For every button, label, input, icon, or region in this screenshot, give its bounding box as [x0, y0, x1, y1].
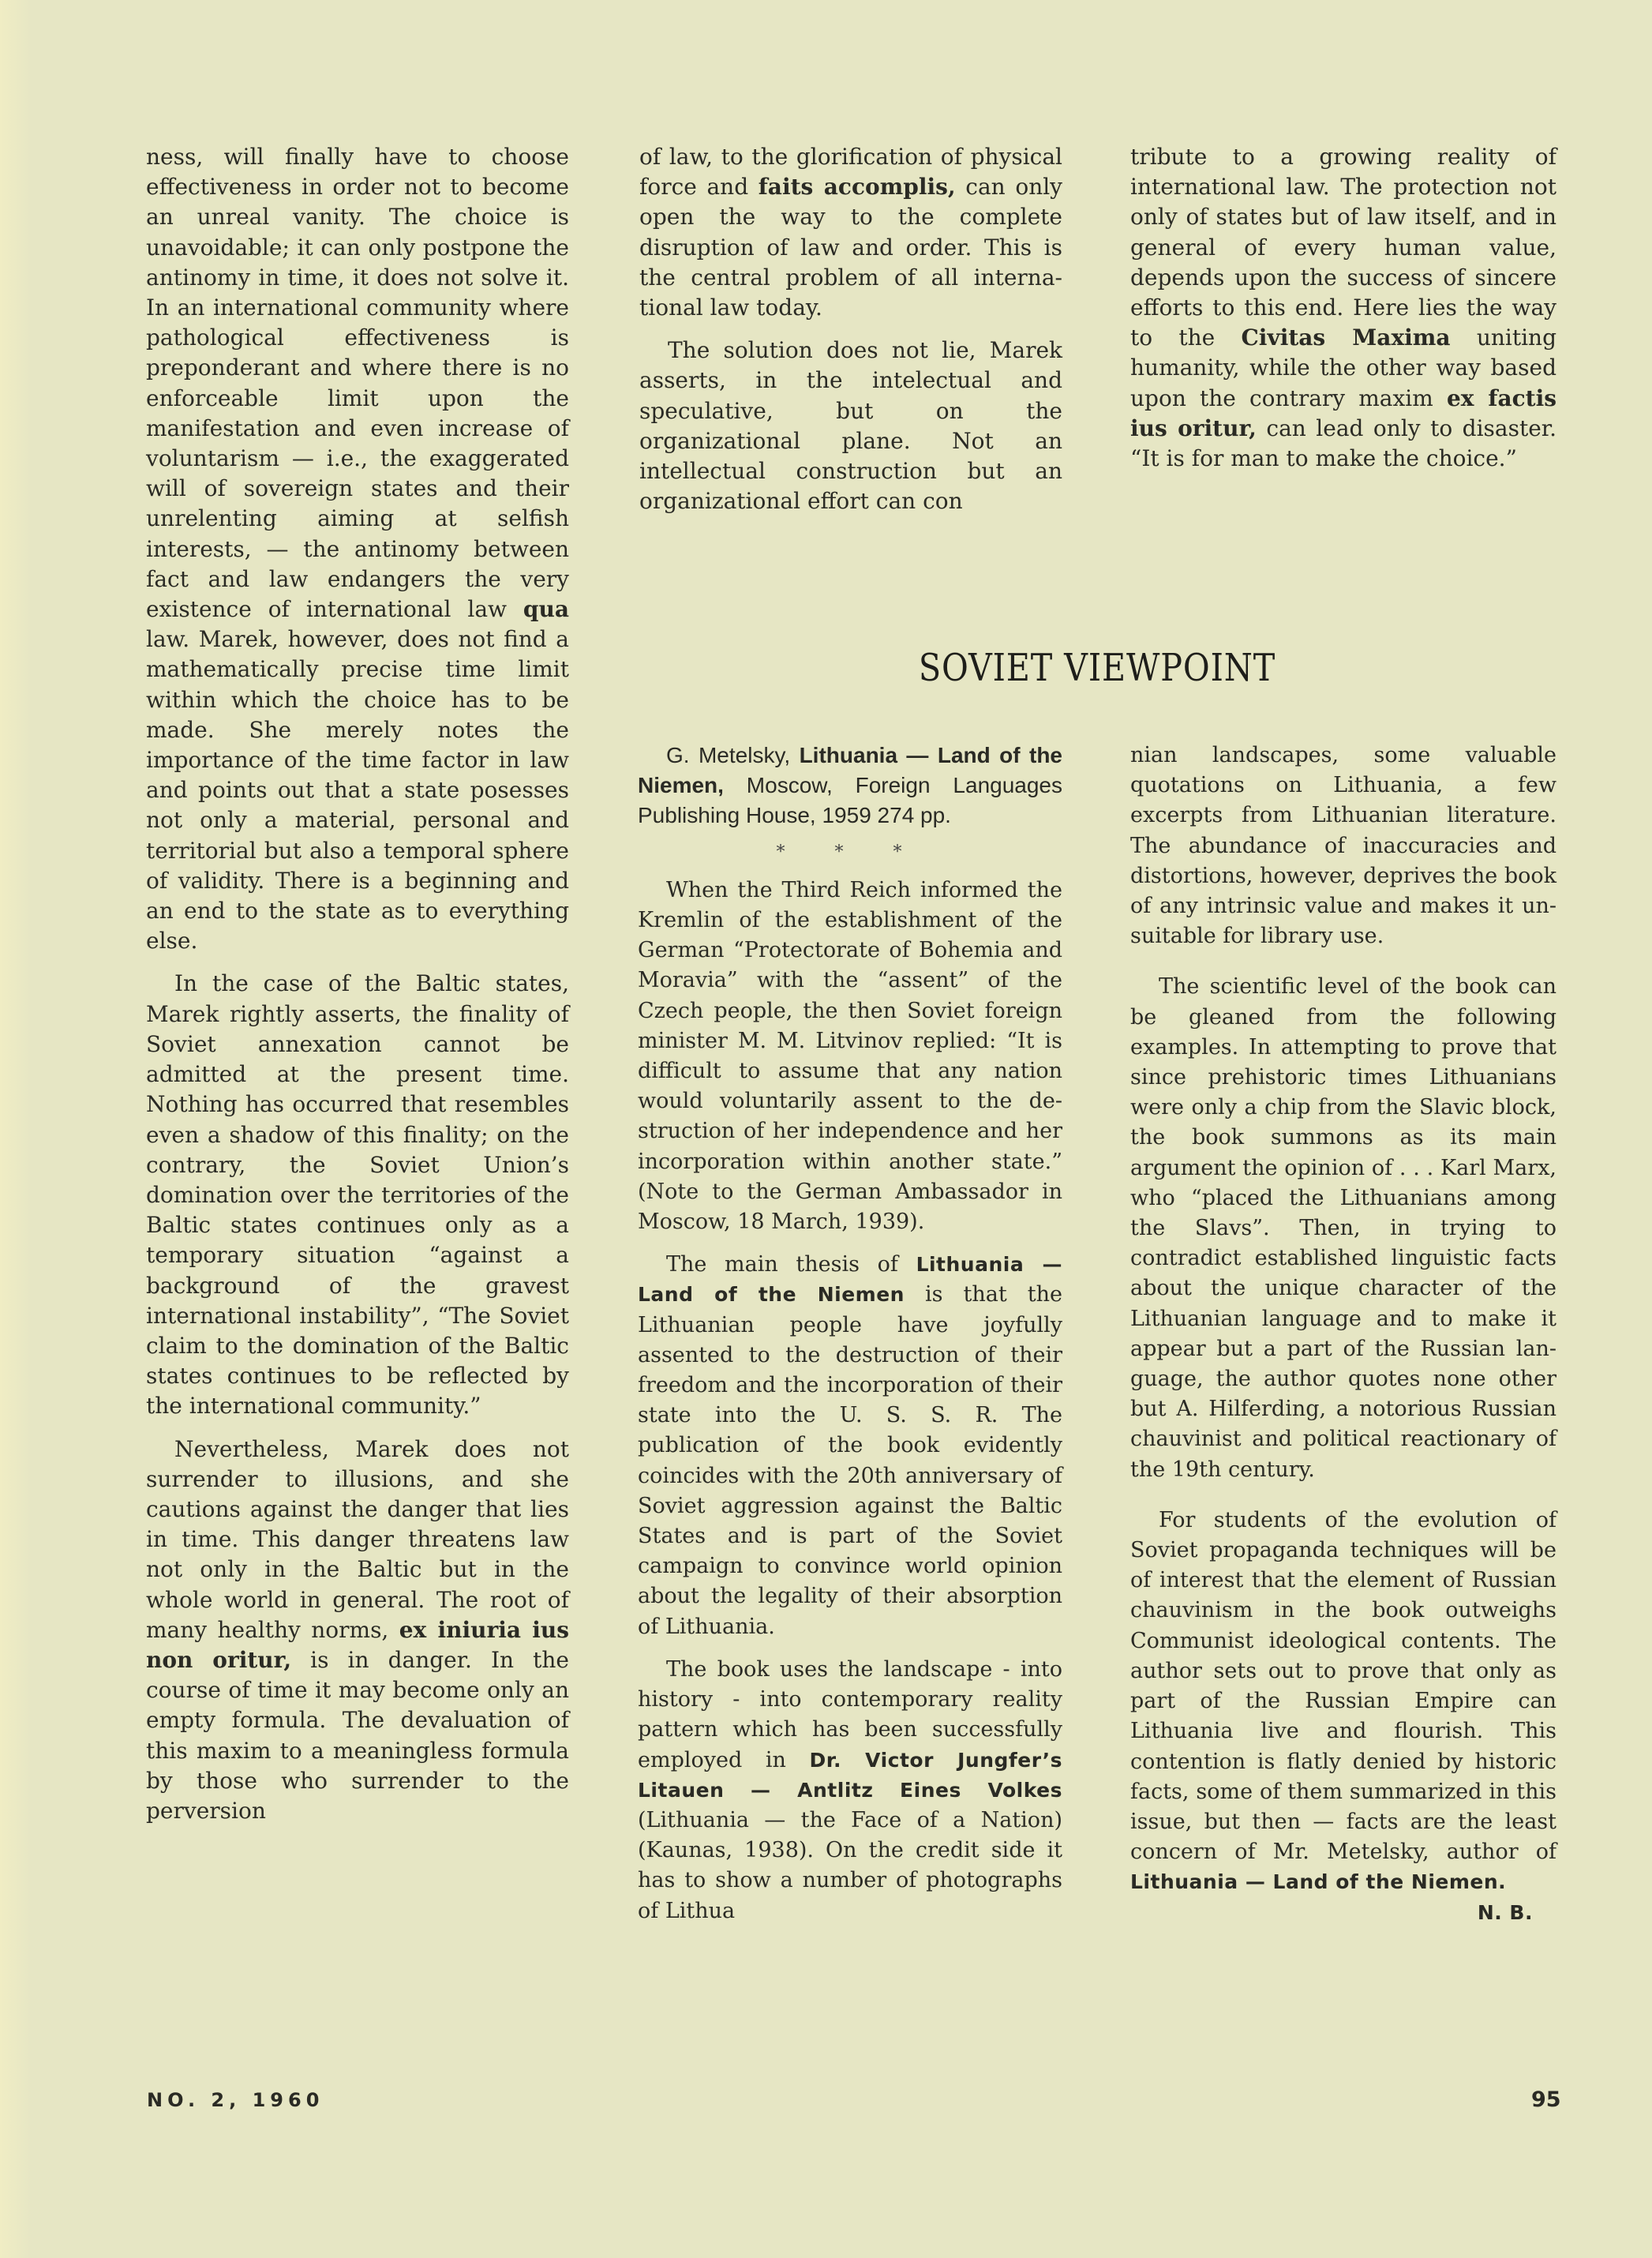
emphasis-term: faits accomplis,	[758, 174, 956, 201]
book-citation: G. Metelsky, Lithuania — Land of the Niemen, Moscow, Foreign Languages Publishing House, 1959 274 pp.	[638, 743, 1062, 828]
book-title: Lithuania — Land of the Niemen,	[638, 743, 1062, 798]
page-number: 95	[1531, 2087, 1561, 2112]
book-title: Lithuania — Land of the Niemen	[638, 1253, 1062, 1307]
article-column-2	[639, 142, 1062, 529]
paragraph: tribute to a growing reality of international law. The protection not only of states but of law itself, and in general of every human value, depends upon the success of sincere efforts to this end. Here lies the way to the Civitas Maxima uniting humanity, while the other way based upon the contrary maxim ex factis ius oritur, can lead only to disaster. “It is for man to make the choice.”	[1130, 144, 1557, 472]
paragraph: of law, to the glorification of physical force and faits accomplis, can only open the way to the complete disruption of law and order. This is the central problem of all international law today.	[639, 144, 1062, 321]
paragraph: In the case of the Baltic states, Marek rightly asserts, the finality of Soviet annexation cannot be admitted at the present time. Nothing has occurred that resembles even a shadow of this finality; on the contrary, the Soviet Union’s domination over the territories of the Baltic states continues only as a temporary situation “against a background of the gravest international instability”, “The Soviet claim to the domination of the Baltic states continues to be reflected by the international community.”	[146, 970, 569, 1420]
issue-label: NO. 2, 1960	[147, 2089, 324, 2111]
emphasis-term: ex factis ius oritur,	[1130, 384, 1557, 441]
paragraph: When the Third Reich informed the Kremlin of the establishment of the German “Protectorate of Bohemia and Moravia” with the “assent” of the Czech people, the then Soviet foreign minister M. M. Litvinov replied: “It is difficult to assume that any nation would voluntarily assent to the destruction of her independence and her incorporation within another state.” (Note to the German Ambassador in Moscow, 18 March, 1939).	[638, 877, 1062, 1235]
reviewer-initials: N. B.	[1477, 1900, 1533, 1924]
review-column-2	[1130, 741, 1556, 1928]
review-column-1	[638, 741, 1062, 1939]
article-column-1	[146, 142, 569, 1839]
emphasis-term: Civitas Maxima	[1241, 324, 1451, 351]
paragraph: nian landscapes, some valuable quotations on Lithuania, a few excerpts from Lithuanian literature. The abundance of inaccuracies and distortions, however, deprives the book of any intrinsic value and makes it unsuitable for library use.	[1130, 743, 1556, 949]
book-title: Lithuania — Land of the Niemen.	[1130, 1870, 1507, 1894]
emphasis-term: qua	[523, 596, 569, 623]
emphasis-term: ex iniuria ius non oritur,	[146, 1616, 570, 1673]
paragraph: For students of the evolution of Soviet propaganda techniques will be of interest that the element of Russian chauvinism in the book outweighs Communist ideological contents. The author sets out to prove that only as part of the Russian Empire can Lithuania live and flourish. This contention is flatly denied by historic facts, some of them summarized in this issue, but then — facts are the least concern of Mr. Metelsky, author of Lithuania — Land of the Niemen.	[1130, 1507, 1556, 1894]
paragraph: The main thesis of Lithuania — Land of the Niemen is that the Lithuanian people have joyfully assented to the destruction of their freedom and the incorporation of their state into the U. S. S. R. The publication of the book evidently coincides with the 20th anniversary of Soviet aggression against the Baltic States and is part of the Soviet campaign to convince world opinion about the legality of their absorption of Lithuania.	[638, 1252, 1062, 1639]
book-title: Dr. Victor Jungfer’s Litauen — Antlitz Eines Volkes	[638, 1748, 1062, 1802]
paragraph: ness, will finally have to choose effectiveness in order not to become an unreal vanity. The choice is unavoidable; it can only postpone the antinomy in time, it does not solve it. In an international community where pathological effectiveness is preponderant and where there is no enforceable limit upon the manifestation and even increase of voluntarism — i.e., the exaggerated will of sovereign states and their unrelenting aiming at selfish interests, — the antinomy between fact and law endangers the very existence of international law qua law. Marek, however, does not find a mathematically precise time limit within which the choice has to be made. She merely notes the importance of the time factor in law and points out that a state posesses not only a material, personal and territorial but also a temporal sphere of validity. There is a beginning and an end to the state as to everything else.	[146, 144, 569, 955]
section-heading: SOVIET VIEWPOINT	[918, 646, 1276, 690]
paragraph: Nevertheless, Marek does not surrender to illusions, and she cautions against the danger that lies in time. This danger threatens law not only in the Baltic but in the whole world in general. The root of many healthy norms, ex iniuria ius non oritur, is in danger. In the course of time it may become only an empty formula. The devaluation of this maxim to a meaningless formula by those who surrender to the perversion	[146, 1435, 570, 1824]
page-edge	[0, 0, 32, 2258]
article-column-3	[1130, 142, 1556, 486]
paragraph: The scientific level of the book can be gleaned from the following examples. In attempting to prove that since prehistoric times Lithuanians were only a chip from the Slavic block, the book summons as its main argument the opinion of . . . Karl Marx, who “placed the Lithuanians among the Slavs”. Then, in trying to contradict established linguistic facts about the unique character of the Lithuanian language and to make it appear but a part of the Russian language, the author quotes none other but A. Hilferding, a notorious Russian chauvinist and political reactionary of the 19th century.	[1130, 974, 1556, 1482]
section-separator: * * *	[776, 842, 924, 862]
paragraph: The solution does not lie, Marek asserts, in the intelectual and speculative, but on the organizational plane. Not an intellectual construction but an organizational effort can con	[639, 337, 1062, 515]
reviewer-signature-row	[1130, 1898, 1556, 1928]
paragraph: The book uses the landscape - into history - into contemporary reality pattern which has been successfully employed in Dr. Victor Jungfer’s Litauen — Antlitz Eines Volkes (Lithuania — the Face of a Nation) (Kaunas, 1938). On the credit side it has to show a number of photographs of Lithua	[638, 1656, 1062, 1923]
